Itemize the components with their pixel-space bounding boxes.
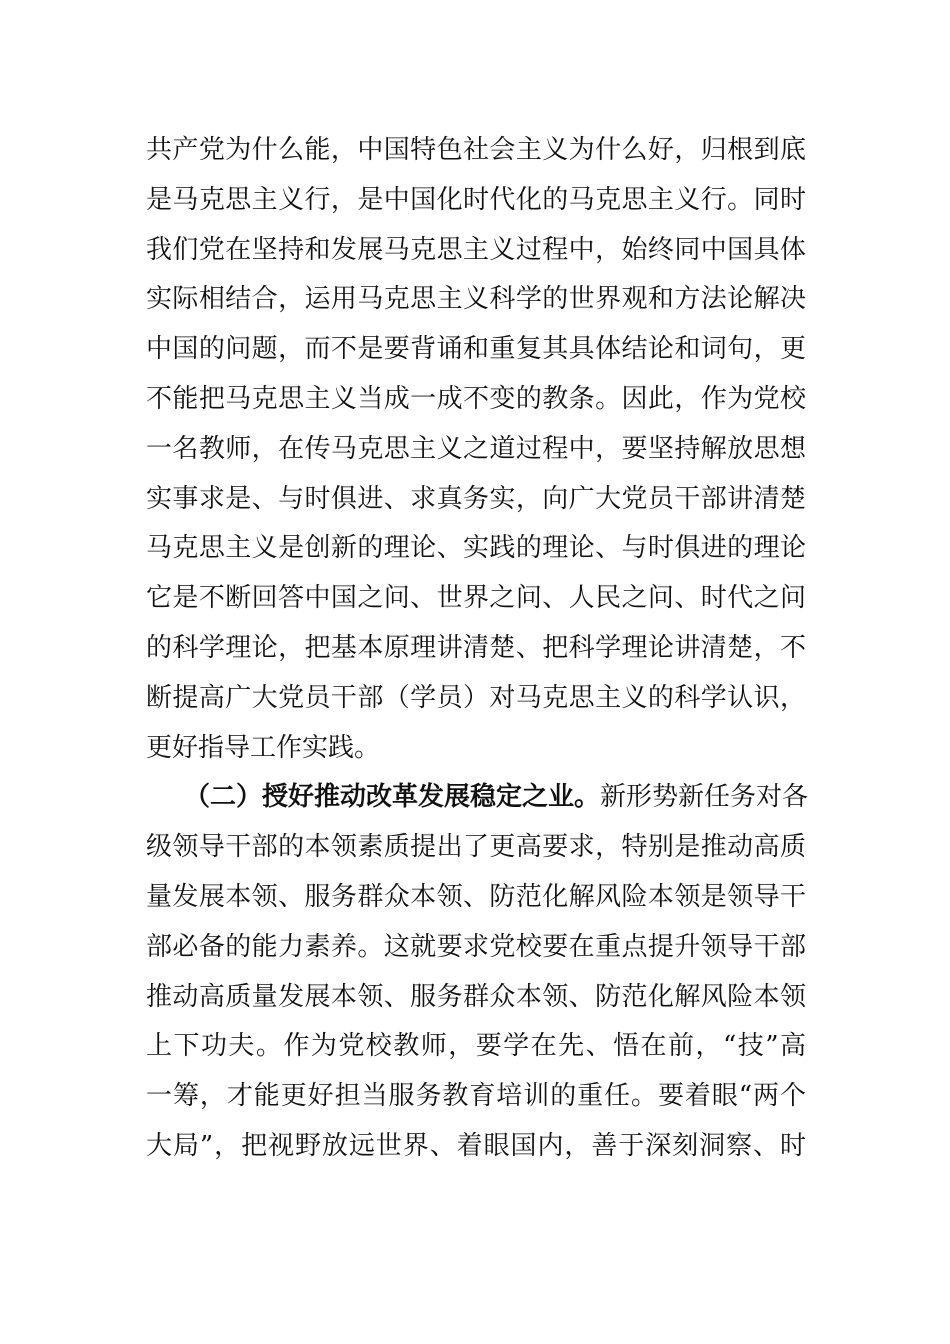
paragraph-marxism bbox=[146, 126, 806, 773]
body-line: 部必备的能力素养。这就要求党校要在重点提升领导干部 bbox=[146, 931, 806, 962]
body-line: 马克思主义是创新的理论、实践的理论、与时俱进的理论 bbox=[146, 533, 806, 564]
body-line: 推动高质量发展本领、服务群众本领、防范化解风险本领 bbox=[146, 981, 806, 1012]
body-line: 断提高广大党员干部（学员）对马克思主义的科学认识， bbox=[146, 682, 806, 713]
body-line: 是马克思主义行，是中国化时代化的马克思主义行。同时 bbox=[146, 184, 806, 215]
body-line: 更好指导工作实践。 bbox=[146, 732, 381, 763]
body-line: 中国的问题，而不是要背诵和重复其具体结论和词句，更 bbox=[146, 334, 806, 365]
body-line: 实事求是、与时俱进、求真务实，向广大党员干部讲清楚 bbox=[146, 483, 806, 514]
body-line: 量发展本领、服务群众本领、防范化解风险本领是领导干 bbox=[146, 881, 806, 912]
body-line: 我们党在坚持和发展马克思主义过程中，始终同中国具体 bbox=[146, 234, 806, 265]
section-heading: （二）授好推动改革发展稳定之业。 bbox=[184, 782, 601, 813]
body-line: 大局”，把视野放远世界、着眼国内，善于深刻洞察、时 bbox=[146, 1130, 806, 1161]
paragraph-reform-development bbox=[146, 773, 809, 1171]
body-line: 级领导干部的本领素质提出了更高要求，特别是推动高质 bbox=[146, 832, 806, 863]
body-line: 一筹，才能更好担当服务教育培训的重任。要着眼“两个 bbox=[146, 1081, 806, 1112]
body-line: 一名教师，在传马克思主义之道过程中，要坚持解放思想 bbox=[146, 433, 806, 464]
body-line: 不能把马克思主义当成一成不变的教条。因此，作为党校 bbox=[146, 383, 806, 414]
body-line: 共产党为什么能，中国特色社会主义为什么好，归根到底 bbox=[146, 135, 806, 165]
section-first-line bbox=[146, 773, 809, 823]
body-line: 的科学理论，把基本原理讲清楚、把科学理论讲清楚，不 bbox=[146, 632, 806, 663]
body-line: 它是不断回答中国之问、世界之问、人民之问、时代之问 bbox=[146, 583, 806, 614]
document-body bbox=[146, 126, 809, 1172]
body-text-run: 新形势新任务对各 bbox=[600, 782, 809, 813]
body-line: 上下功夫。作为党校教师，要学在先、悟在前，“技”高 bbox=[146, 1031, 806, 1062]
body-line: 实际相结合，运用马克思主义科学的世界观和方法论解决 bbox=[146, 284, 806, 315]
